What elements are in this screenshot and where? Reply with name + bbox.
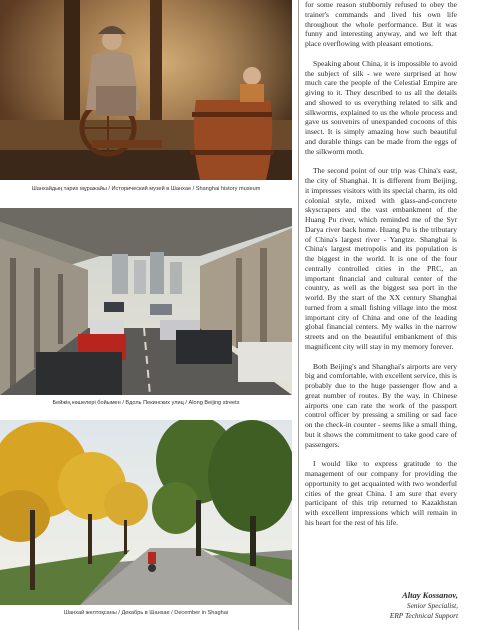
december-photo — [0, 420, 292, 605]
author-department: ERP Technical Support — [389, 611, 458, 620]
street-caption: Бейжің көшелері бойымен / Вдоль Пекинских улиц / Along Beijing streets — [52, 400, 240, 406]
article-paragraph: for some reason stubbornly refused to obey the trainer's commands and lived his own life throughout the whole performance. But it was funny and interesting anyway, and we left that place overflowing with pleasant emotions. — [305, 0, 457, 48]
museum-caption: Шанхайдың тарих мұражайы / Исторический музей в Шанхае / Shanghai history museum — [31, 186, 261, 192]
article-paragraph: I would like to express gratitude to the management of our company for providing the opportunity to get acquainted with two wonderful cities of the great China. I am sure that every participant of this trip returned to Kazakhstan with excellent impressions which will remain in his heart for the rest of his life. — [305, 459, 457, 527]
article-paragraph: Both Beijing's and Shanghai's airports are very big and comfortable, with excellent service, this is probably due to the huge passenger flow and a great number of routes. By the way, in Chinese airports one can rate the work of the passport control officer by pressing a smiling or sad face on the check-in counter - seems like a small thing, but it shows the commitment to take good care of passengers. — [305, 361, 457, 449]
article-paragraph: Speaking about China, it is impossible to avoid the subject of silk - we were surprised at how much care the people of the Celestial Empire are giving to it. They described to us all the details and showed to us everything related to silk and silkworms, explained to us the whole process and gave us souvenirs of unexpanded cocoons of this insect. It is simply amazing how such beautiful and durable things can be made from the eggs of the silkworm moth. — [305, 58, 457, 156]
street-photo — [0, 208, 292, 395]
author-role: Senior Specialist, — [406, 601, 458, 610]
author-name: Altay Kossanov, — [402, 590, 458, 600]
article-column — [305, 0, 457, 528]
museum-photo — [0, 0, 292, 180]
column-divider — [298, 0, 299, 630]
article-paragraph: The second point of our trip was China's east, the city of Shanghai. It is different from Beijing, it impresses visitors with its special charm, its old colonial style, mixed with glass-and-concrete skyscrapers and the vast embankment of the Huang Pu river, which reminded me of the Syr Darya river back home. Huang Pu is the tributary of China's largest river - Yangtze. Shanghai is China's largest metropolis and its population is the biggest in the world. It is one of the four centrally controlled cities in the PRC, an important financial and cultural center of the country, as well as the biggest sea port in the world. By the start of the XX century Shanghai turned from a small fishing village into the most important city of China and one of the leading global financial centers. My walks in the narrow streets and on the beautiful embankment of this magnificent city will stay in my memory forever. — [305, 166, 457, 351]
december-caption: Шанхай желтоқсаны / Декабрь в Шанхае / December in Shaghai — [63, 610, 229, 616]
